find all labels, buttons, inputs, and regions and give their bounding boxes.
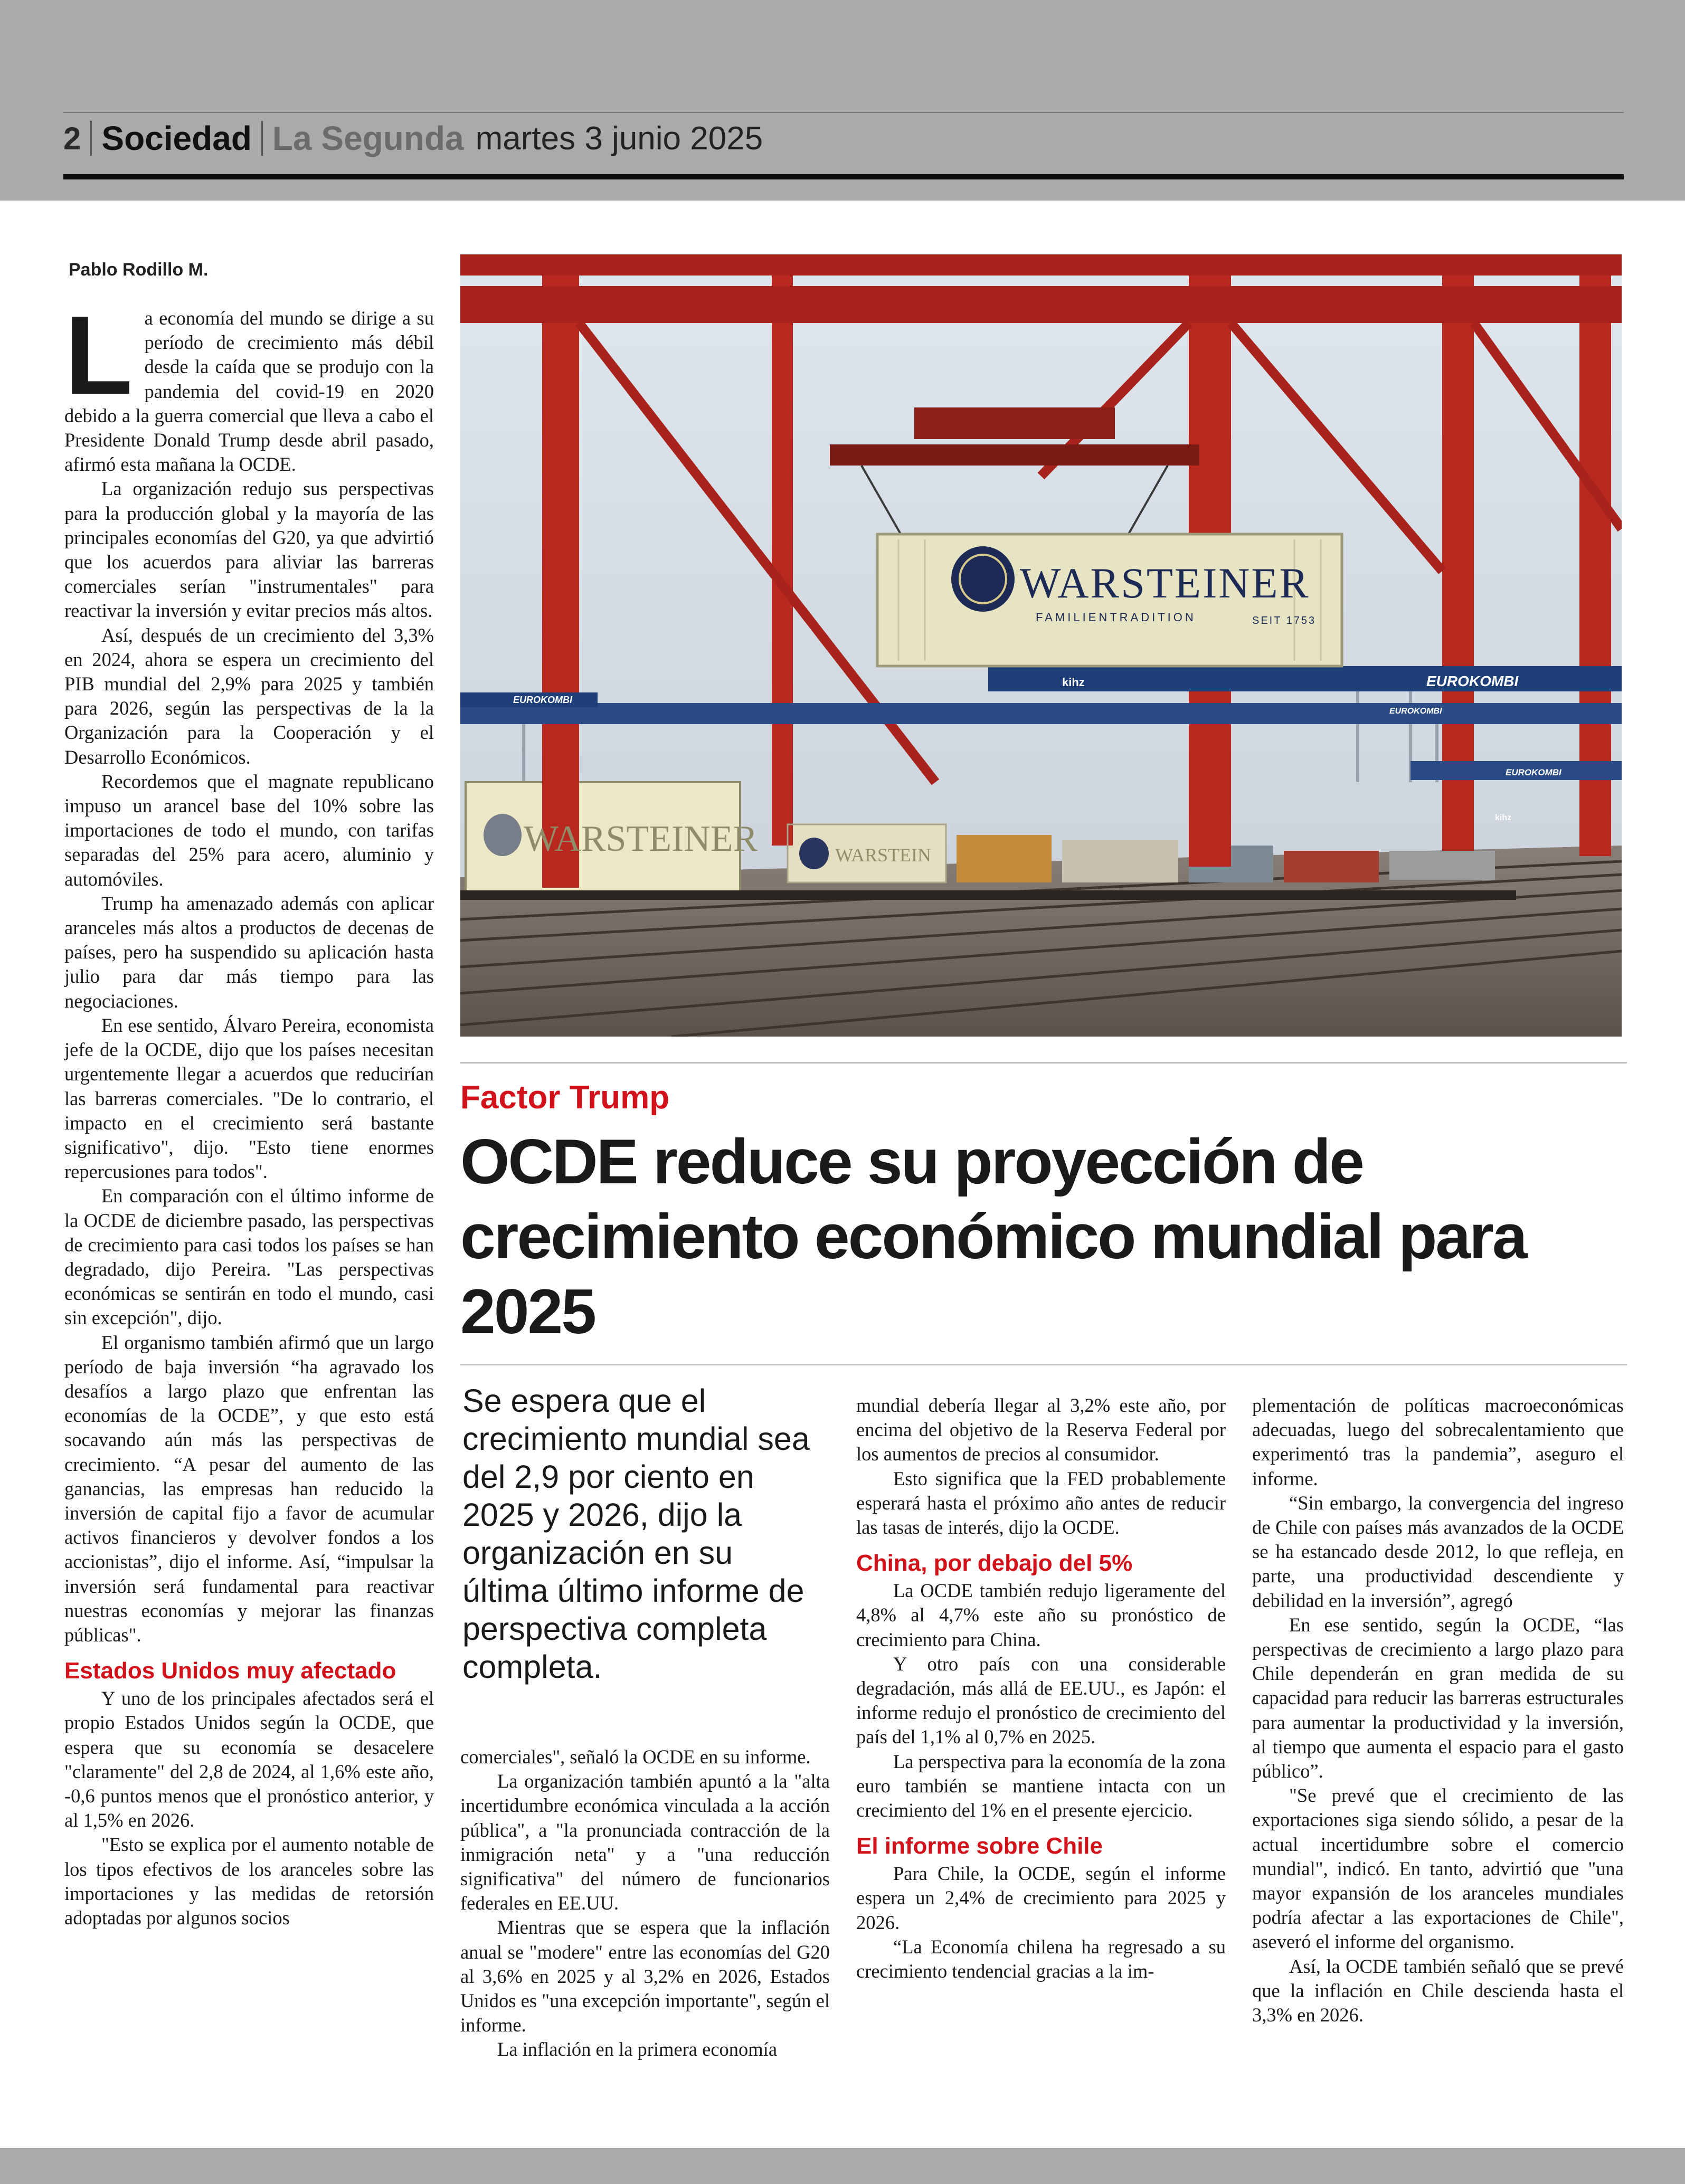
crane-label: EUROKOMBI [1426,673,1519,689]
crane-label: EUROKOMBI [1389,707,1442,716]
article-column-4 [1252,1393,1624,2027]
header-rule [63,174,1624,179]
paragraph: El organismo también afirmó que un largo período de baja inversión “ha agravado los desafíos a largo plazo que enfrentan las economías de la OCDE”, y que esto está socavando aún más las perspectivas de crecimiento. “A pesar del aumento de las ganancias, las empresas han reducido la inversión de capital fijo a favor de acumular activos financieros y devolver fondos a los accionistas”, dijo el informe. Así, “impulsar la inversión será fundamental para reactivar nuestras economías y mejorar las finanzas públicas". [64,1331,434,1646]
crane-label: EUROKOMBI [513,695,572,705]
section-name: Sociedad [101,119,252,157]
paragraph: Trump ha amenazado además con aplicar aranceles más altos a productos de decenas de países, pero ha suspendido su aplicación hasta julio para dar más tiempo para las negociaciones. [64,892,434,1012]
container-tagline: FAMILIENTRADITION [1036,611,1196,624]
page-number: 2 [63,120,81,156]
paragraph: "Se prevé que el crecimiento de las exportaciones siga siendo sólido, a pesar de la actual incertidumbre sobre el comercio mundial", indicó. En tanto, advirtió que "una mayor expansión de los aranceles mundiales podría afectar a las exportaciones de Chile", aseveró el informe del organismo. [1252,1784,1624,1953]
paragraph: Y otro país con una considerable degradación, más allá de EE.UU., es Japón: el informe redujo el pronóstico de crecimiento del país del 1,1% al 0,7% en 2025. [856,1653,1226,1748]
headline-bottom-rule [460,1364,1627,1365]
paragraph: La inflación en la primera economía [497,2038,778,2060]
paragraph: "Esto se explica por el aumento notable de los tipos efectivos de los aranceles sobre las importaciones y las medidas de retorsión adoptadas por algunos socios [64,1834,434,1929]
publication-date: martes 3 junio 2025 [475,120,763,157]
header-top-rule [63,112,1624,113]
header-divider [90,121,92,156]
crane-label: kihz [1062,676,1085,689]
paragraph: La perspectiva para la economía de la zona euro también se mantiene intacta con un crecimiento del 1% en el presente ejercicio. [856,1750,1226,1821]
paragraph: Así, después de un crecimiento del 3,3% en 2024, ahora se espera un crecimiento del PIB mundial del 2,9% para 2025 y también para 2026, según las perspectivas de la la Organización para la Cooperación y el Desarrollo Económicos. [64,624,434,768]
article-column-3 [856,1393,1226,1983]
article-photo [460,254,1622,1037]
paragraph: comerciales", señaló la OCDE en su informe. [460,1746,811,1768]
drop-cap: L [64,292,133,417]
paragraph: La economía del mundo se dirige a su período de crecimiento más débil desde la caída que se produjo con la pandemia del covid-19 en 2020 debido a la guerra comercial que lleva a cabo el Presidente Donald Trump desde abril pasado, afirmó esta mañana la OCDE. [64,292,434,476]
article-column-1 [64,292,434,1930]
article-column-2 [460,1745,830,2062]
paragraph: En ese sentido, Álvaro Pereira, economista jefe de la OCDE, dijo que los países necesitan urgentemente llegar a acuerdos que reducirían las barreras comerciales. "De lo contrario, el impacto en el crecimiento será bastante significativo", dijo. "Esto tiene enormes repercusiones para todos". [64,1014,434,1183]
paragraph: “Sin embargo, la convergencia del ingreso de Chile con países más avanzados de la OCDE se ha estancado desde 2012, lo que refleja, en parte, una productividad descendiente y debilidad en la inversión”, agregó [1252,1492,1624,1611]
subheading: El informe sobre Chile [856,1833,1103,1859]
kicker: Factor Trump [460,1079,670,1116]
paragraph: plementación de políticas macroeconómicas adecuadas, luego del sobrecalentamiento que experimentó tras la pandemia”, aseguro el informe. [1252,1394,1624,1489]
container-since: SEIT 1753 [1252,615,1317,626]
paragraph: La OCDE también redujo ligeramente del 4,8% al 4,7% este año su pronóstico de crecimiento para China. [856,1580,1226,1650]
svg-text:WARSTEINER: WARSTEINER [524,819,758,859]
byline: Pablo Rodillo M. [69,260,209,280]
paragraph: En comparación con el último informe de la OCDE de diciembre pasado, las perspectivas de crecimiento para casi todos los países se han degradado, dijo Pereira. "Las perspectivas económicas se sentirán en todo el mundo, casi sin excepción", dijo. [64,1185,434,1329]
paragraph: Así, la OCDE también señaló que se prevé que la inflación en Chile descienda hasta el 3,3% en 2026. [1252,1955,1624,2026]
paragraph: La organización también apuntó a la "alta incertidumbre económica vinculada a la acción pública", a "la pronunciada contracción de la inmigración neta" y a "una reducción significativa" del número de funcionarios federales en EE.UU. [460,1770,830,1914]
svg-text:WARSTEIN: WARSTEIN [835,844,931,866]
crane-label: kihz [1495,813,1512,822]
headline: OCDE reduce su proyección de crecimiento económico mundial para 2025 [460,1126,1526,1347]
header-divider [261,121,263,156]
headline-top-rule [460,1062,1627,1063]
subheading: China, por debajo del 5% [856,1550,1133,1577]
crane-label: EUROKOMBI [1506,767,1561,777]
paragraph: mundial debería llegar al 3,2% este año, por encima del objetivo de la Reserva Federal por los aumentos de precios al consumidor. [856,1394,1226,1465]
paragraph: En ese sentido, según la OCDE, “las perspectivas de crecimiento a largo plazo para Chile dependerán en gran medida de su capacidad para reducir las barreras estructurales para aumentar la productividad y la inversión, al tiempo que aumenta el espacio para el gasto público”. [1252,1613,1624,1782]
publication-name: La Segunda [272,119,464,157]
deck: Se espera que el crecimiento mundial sea del 2,9 por ciento en 2025 y 2026, dijo la organización en su última último informe de perspectiva completa completa. [462,1383,810,1685]
paragraph: “La Economía chilena ha regresado a su crecimiento tendencial gracias a la im- [856,1935,1226,1982]
paragraph: Recordemos que el magnate republicano impuso un arancel base del 10% sobre las importaciones de todo el mundo, con tarifas separadas del 25% para acero, aluminio y automóviles. [64,770,434,890]
paragraph: Esto significa que la FED probablemente esperará hasta el próximo año antes de reducir las tasas de interés, dijo la OCDE. [856,1467,1226,1539]
paragraph: Para Chile, la OCDE, según el informe espera un 2,4% de crecimiento para 2025 y 2026. [856,1863,1226,1933]
subheading: Estados Unidos muy afectado [64,1658,396,1684]
paragraph: Y uno de los principales afectados será el propio Estados Unidos según la OCDE, que espera que su economía se desacelere "claramente" del 2,8 de 2024, al 1,6% este año, -0,6 puntos menos que el pronóstico anterior, y al 1,5% en 2026. [64,1687,434,1831]
container-brand: WARSTEINER [1020,559,1310,607]
page-header [63,117,763,159]
paragraph: La organización redujo sus perspectivas para la producción global y la mayoría de las principales economías del G20, ya que advirtió que los acuerdos para aliviar las barreras comerciales serían "instrumentales" para reactivar la inversión y evitar precios más altos. [64,478,434,622]
paragraph: Mientras que se espera que la inflación anual se "modere" entre las economías del G20 al 3,6% en 2025 y al 3,2% en 2026, Estados Unidos es "una excepción importante", según el informe. [460,1916,830,2036]
